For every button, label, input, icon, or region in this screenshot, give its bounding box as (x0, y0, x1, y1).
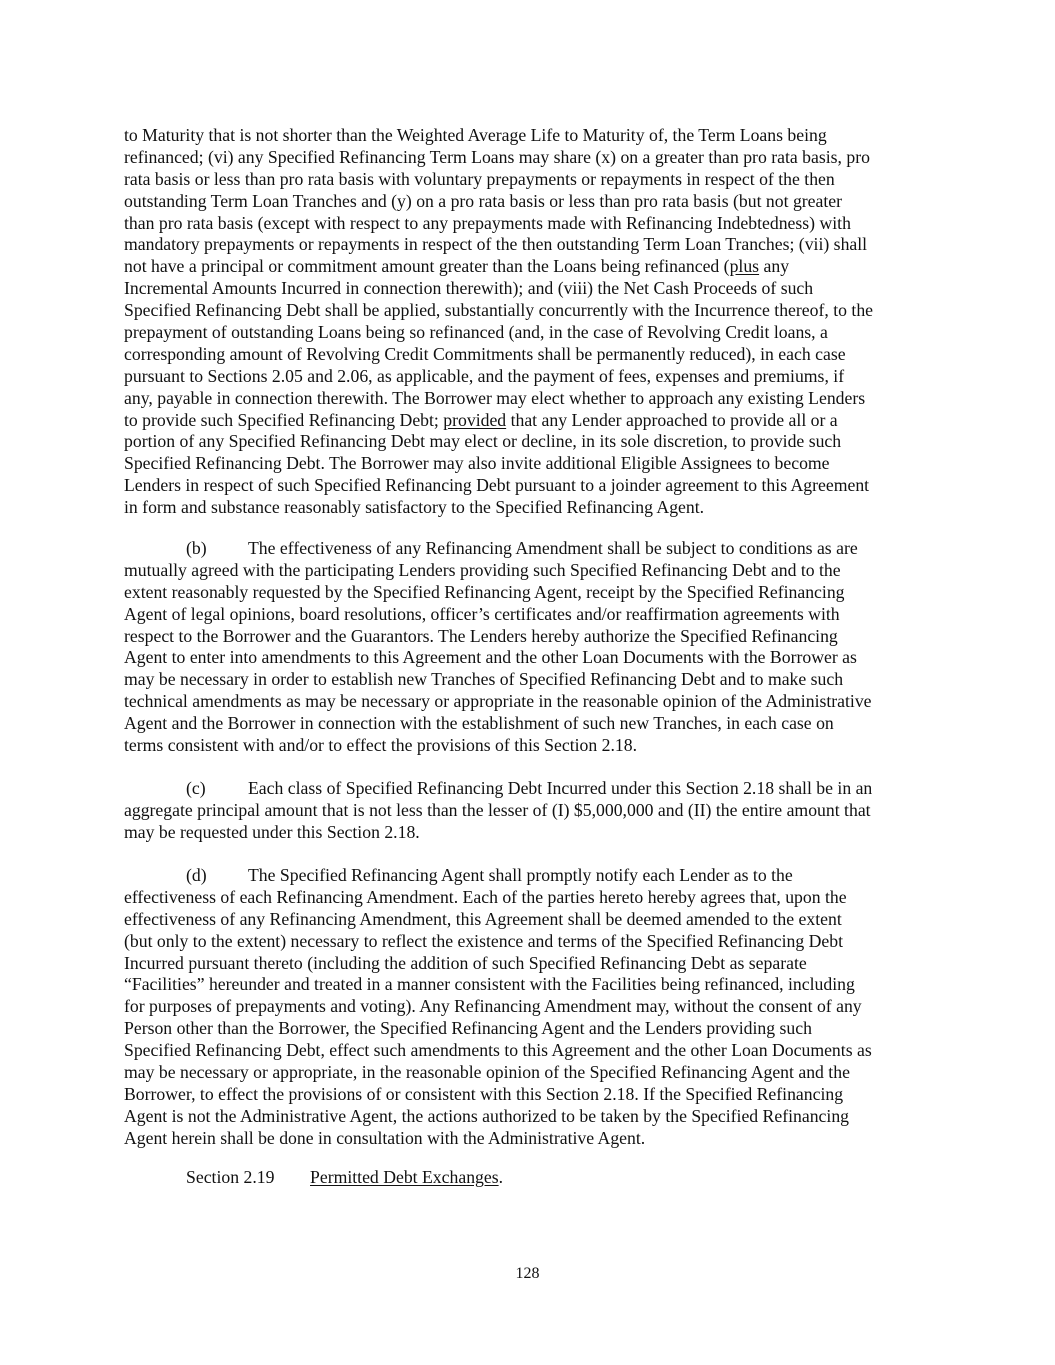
text-line: mandatory prepayments or repayments in respect of the then outstanding Term Loan Tranches; (vii) shall (124, 234, 868, 255)
text-line: refinanced; (vi) any Specified Refinancing Term Loans may share (x) on a greater than pro rata basis, pro (124, 146, 870, 167)
text-line: Person other than the Borrower, the Specified Refinancing Agent and the Lenders providing such (124, 1018, 812, 1039)
underlined-term-plus: plus (729, 256, 760, 277)
text-line: Agent is not the Administrative Agent, the actions authorized to be taken by the Specified Refinancing (124, 1105, 850, 1126)
text-line: Specified Refinancing Debt shall be applied, substantially concurrently with the Incurrence thereof, to the (124, 300, 874, 321)
text-line: effectiveness of any Refinancing Amendment, this Agreement shall be deemed amended to the extent (124, 908, 842, 929)
text-fragment: not have a principal or commitment amount greater than the Loans being refinanced ( (124, 256, 730, 277)
section-number: Section 2.19 (186, 1167, 275, 1187)
paragraph-label: (b) (186, 538, 207, 558)
text-line: Specified Refinancing Debt. The Borrower may also invite additional Eligible Assignees to become (124, 453, 830, 474)
text-line: terms consistent with and/or to effect the provisions of this Section 2.18. (124, 735, 638, 756)
text-line: (but only to the extent) necessary to reflect the existence and terms of the Specified Refinancing Debt (124, 930, 844, 951)
paragraph-c (124, 778, 932, 844)
text-line (124, 538, 932, 560)
text-line: respect to the Borrower and the Guarantors. The Lenders hereby authorize the Specified Refinancing (124, 625, 838, 646)
text-line: prepayment of outstanding Loans being so refinanced (and, in the case of Revolving Credit loans, a (124, 322, 828, 343)
text-line: may be necessary in order to establish new Tranches of Specified Refinancing Debt and to make such (124, 669, 844, 690)
text-line: Agent and the Borrower in connection with the establishment of such new Tranches, in each case on (124, 713, 834, 734)
underlined-term-provided: provided (443, 409, 507, 430)
text-line: portion of any Specified Refinancing Debt may elect or decline, in its sole discretion, to provide such (124, 431, 842, 452)
text-line: may be requested under this Section 2.18. (124, 821, 420, 842)
text-line (124, 778, 932, 800)
text-line: corresponding amount of Revolving Credit Commitments shall be permanently reduced), in each case (124, 343, 846, 364)
paragraph-d (124, 865, 932, 1150)
text-fragment: The Specified Refinancing Agent shall promptly notify each Lender as to the (248, 865, 793, 885)
text-line (124, 256, 932, 278)
text-line: outstanding Term Loan Tranches and (y) on a pro rata basis or less than pro rata basis (but not greater (124, 190, 843, 211)
text-line (124, 410, 932, 432)
section-title-period: . (498, 1167, 504, 1187)
text-fragment: to provide such Specified Refinancing Debt; (124, 409, 444, 430)
text-line: in form and substance reasonably satisfactory to the Specified Refinancing Agent. (124, 497, 705, 518)
text-line: Borrower, to effect the provisions of or consistent with this Section 2.18. If the Specified Refinancing (124, 1083, 844, 1104)
paragraph-b (124, 538, 932, 757)
text-line: Agent to enter into amendments to this Agreement and the other Loan Documents with the Borrower as (124, 647, 857, 668)
text-line: technical amendments as may be necessary or appropriate in the reasonable opinion of the Administrative (124, 691, 872, 712)
page-number: 128 (515, 1265, 540, 1282)
text-line: than pro rata basis (except with respect to any prepayments made with Refinancing Indebtedness) with (124, 212, 851, 233)
text-line: effectiveness of each Refinancing Amendment. Each of the parties hereto hereby agrees that, upon the (124, 886, 847, 907)
text-line: aggregate principal amount that is not less than the lesser of (I) $5,000,000 and (II) the entire amount that (124, 799, 871, 820)
text-fragment: any (759, 256, 790, 277)
paragraph-continuation (124, 125, 932, 519)
text-line: rata basis or less than pro rata basis with voluntary prepayments or repayments in respect of the then (124, 168, 835, 189)
text-line: Incremental Amounts Incurred in connection therewith); and (viii) the Net Cash Proceeds of such (124, 278, 814, 299)
text-line: Lenders in respect of such Specified Refinancing Debt pursuant to a joinder agreement to this Agreement (124, 475, 870, 496)
text-fragment: The effectiveness of any Refinancing Amendment shall be subject to conditions as are (248, 538, 858, 558)
text-line: any, payable in connection therewith. The Borrower may elect whether to approach any existing Lenders (124, 387, 866, 408)
text-line: Incurred pursuant thereto (including the addition of such Specified Refinancing Debt as separate (124, 952, 807, 973)
text-line: pursuant to Sections 2.05 and 2.06, as applicable, and the payment of fees, expenses and premiums, if (124, 365, 845, 386)
text-line: “Facilities” hereunder and treated in a manner consistent with the Facilities being refinanced, including (124, 974, 855, 995)
text-fragment: Each class of Specified Refinancing Debt Incurred under this Section 2.18 shall be in an (248, 778, 873, 798)
paragraph-label: (d) (186, 865, 207, 885)
text-line: mutually agreed with the participating Lenders providing such Specified Refinancing Debt and to the (124, 559, 841, 580)
text-line: Agent herein shall be done in consultation with the Administrative Agent. (124, 1127, 646, 1148)
text-line: Agent of legal opinions, board resolutions, officer’s certificates and/or reaffirmation agreements with (124, 603, 840, 624)
paragraph-label: (c) (186, 778, 206, 798)
text-line: to Maturity that is not shorter than the Weighted Average Life to Maturity of, the Term Loans being (124, 125, 827, 145)
text-line: for purposes of prepayments and voting). Any Refinancing Amendment may, without the consent of any (124, 996, 862, 1017)
section-title: Permitted Debt Exchanges (310, 1167, 499, 1187)
text-line: extent reasonably requested by the Specified Refinancing Agent, receipt by the Specified Refinancing (124, 581, 845, 602)
text-line: may be necessary or appropriate, in the reasonable opinion of the Specified Refinancing Agent and the (124, 1062, 850, 1083)
text-fragment: that any Lender approached to provide all or a (506, 409, 838, 430)
section-heading (186, 1167, 503, 1189)
text-line: Specified Refinancing Debt, effect such amendments to this Agreement and the other Loan Documents as (124, 1040, 872, 1061)
text-line (124, 865, 932, 887)
